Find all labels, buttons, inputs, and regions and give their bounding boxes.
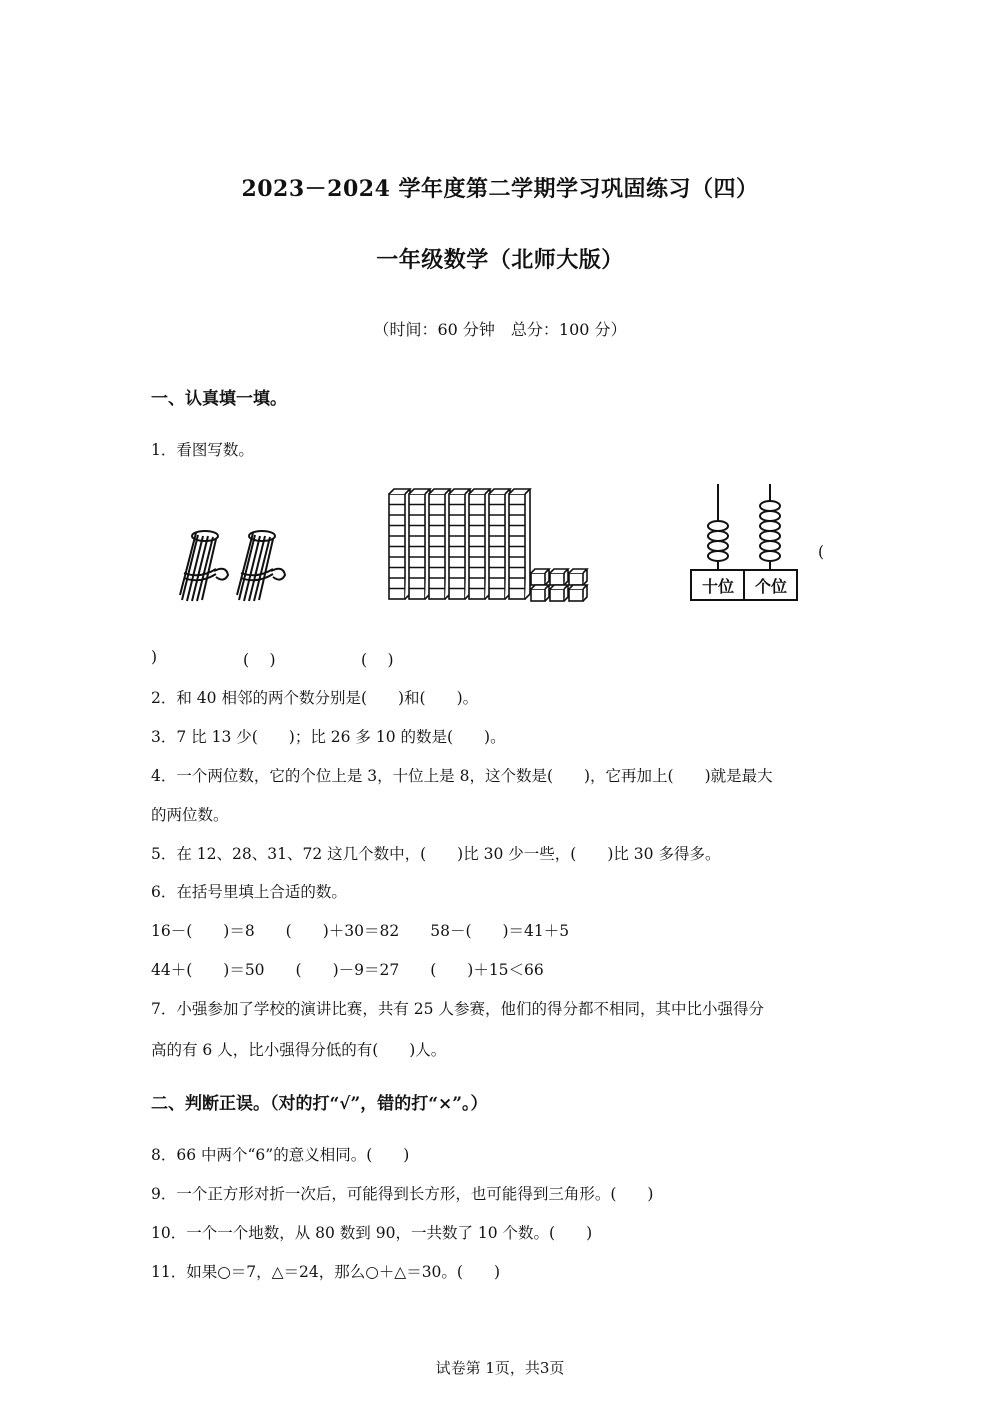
tens-beads — [708, 521, 728, 561]
abacus-ones-label: 个位 — [754, 577, 787, 596]
ten-rod-7 — [509, 489, 530, 599]
ten-rod-1 — [389, 489, 410, 599]
ten-rod-6 — [489, 489, 510, 599]
answer-blank-a-close: ) — [151, 648, 158, 666]
question-7-line-1: 7．小强参加了学校的演讲比赛，共有 25 人参赛，他们的得分都不相同，其中比小强得分 — [151, 1000, 764, 1018]
page-subtitle: 一年级数学（北师大版） — [376, 247, 624, 273]
question-6-row-2: 44＋( )＝50 ( )－9＝27 ( )＋15＜66 — [151, 961, 544, 979]
section-true-false: 二、判断正误。（对的打“√”，错的打“×”。） — [151, 1094, 488, 1114]
unit-cube-6 — [569, 585, 587, 601]
question-6: 6．在括号里填上合适的数。 — [151, 883, 347, 901]
answer-blank-c: ( ) — [361, 651, 394, 669]
section-fill-in: 一、认真填一填。 — [151, 389, 287, 409]
question-9: 9．一个正方形对折一次后，可能得到长方形，也可能得到三角形。( ) — [151, 1185, 654, 1203]
question-7-line-2: 高的有 6 人，比小强得分低的有( )人。 — [151, 1041, 447, 1059]
ones-beads — [760, 501, 780, 561]
question-1: 1．看图写数。 — [151, 441, 254, 459]
page-title: 2023－2024 学年度第二学期学习巩固练习（四） — [241, 176, 759, 202]
exam-info: （时间：60 分钟 总分：100 分） — [373, 320, 627, 339]
abacus-tens-label: 十位 — [701, 577, 734, 596]
answer-blank-b: ( ) — [243, 651, 276, 669]
unit-cube-5 — [550, 585, 568, 601]
page-footer: 试卷第 1页，共3页 — [435, 1359, 565, 1377]
question-11: 11．如果○＝7，△＝24，那么○＋△＝30。( ) — [151, 1263, 501, 1281]
unit-cube-3 — [569, 569, 587, 585]
question-8: 8．66 中两个“6”的意义相同。( ) — [151, 1146, 410, 1164]
ten-rod-5 — [469, 489, 490, 599]
question-4-line-2: 的两位数。 — [151, 806, 229, 824]
question-2: 2．和 40 相邻的两个数分别是( )和( )。 — [151, 689, 479, 707]
ten-rod-2 — [409, 489, 430, 599]
stick-bundle-1 — [180, 531, 228, 601]
unit-cube-2 — [550, 569, 568, 585]
ten-rod-4 — [449, 489, 470, 599]
question-6-row-1: 16－( )＝8 ( )＋30＝82 58－( )＝41＋5 — [151, 922, 570, 940]
question-5: 5．在 12、28、31、72 这几个数中，( )比 30 少一些，( )比 30 多得多。 — [151, 845, 721, 863]
unit-cube-4 — [531, 585, 549, 601]
question-10: 10．一个一个地数，从 80 数到 90，一共数了 10 个数。( ) — [151, 1224, 593, 1242]
question-4-line-1: 4．一个两位数，它的个位上是 3，十位上是 8，这个数是( )，它再加上( )就是最大 — [151, 767, 773, 785]
answer-blank-a-open: ( — [818, 543, 825, 561]
stick-bundles-figure — [170, 525, 295, 610]
stick-bundle-2 — [237, 531, 285, 601]
ten-rod-3 — [429, 489, 450, 599]
unit-cube-1 — [531, 569, 549, 585]
question-3: 3．7 比 13 少( )；比 26 多 10 的数是( )。 — [151, 728, 506, 746]
base-ten-blocks-figure — [385, 486, 590, 606]
